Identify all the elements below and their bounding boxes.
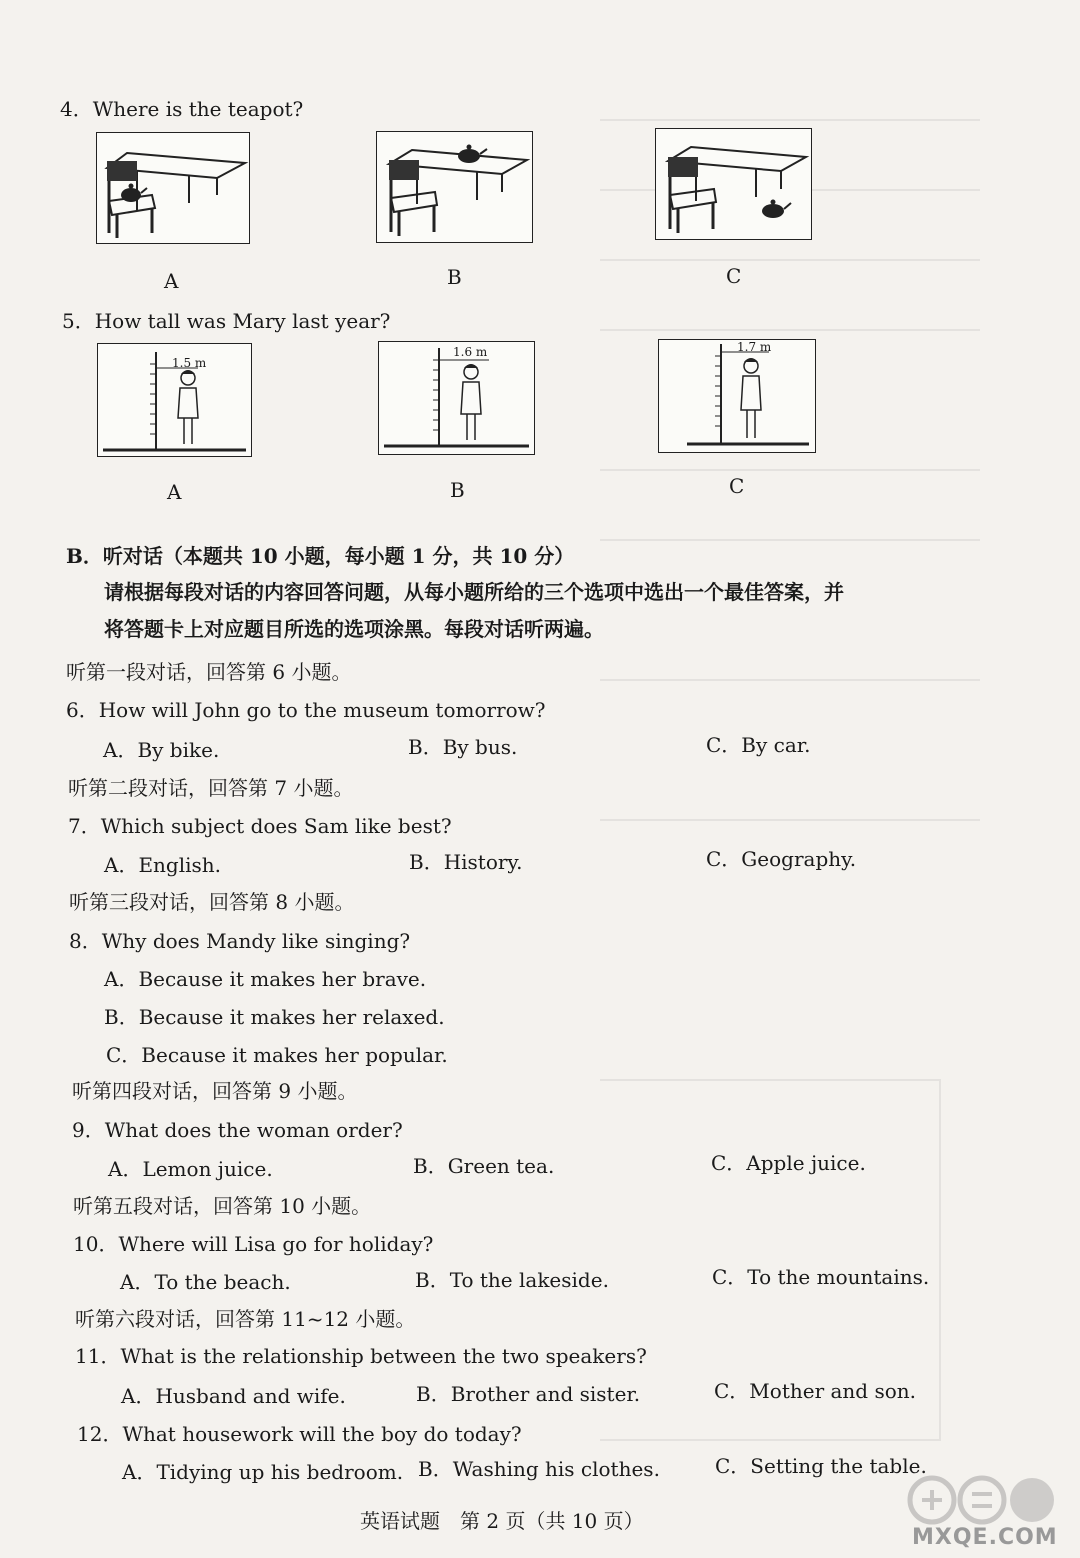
question-9: 9．What does the woman order? bbox=[72, 1118, 403, 1142]
q9-option-a: A．Lemon juice. bbox=[108, 1157, 273, 1181]
question-8: 8．Why does Mandy like singing? bbox=[69, 929, 411, 953]
question-5: 5．How tall was Mary last year? bbox=[62, 309, 391, 333]
q6-option-a: A．By bike. bbox=[103, 738, 220, 762]
dialogue-lead-1: 听第一段对话，回答第 6 小题。 bbox=[66, 660, 352, 684]
question-6: 6．How will John go to the museum tomorrow? bbox=[66, 698, 546, 722]
q4-label-a: A bbox=[164, 269, 179, 293]
dialogue-lead-5: 听第五段对话，回答第 10 小题。 bbox=[73, 1194, 372, 1218]
q7-option-a: A．English. bbox=[104, 853, 222, 877]
q8-option-c: C．Because it makes her popular. bbox=[106, 1043, 448, 1067]
q8-option-a: A．Because it makes her brave. bbox=[104, 967, 427, 991]
question-11: 11．What is the relationship between the two speakers? bbox=[75, 1344, 647, 1368]
section-b-title: B．听对话（本题共 10 小题，每小题 1 分，共 10 分） bbox=[66, 544, 575, 568]
height-label-a: 1.5 m bbox=[172, 356, 207, 370]
q10-option-c: C．To the mountains. bbox=[712, 1265, 930, 1289]
q8-option-b: B．Because it makes her relaxed. bbox=[104, 1005, 445, 1029]
q9-option-c: C．Apple juice. bbox=[711, 1151, 866, 1175]
q5-label-b: B bbox=[450, 478, 465, 502]
question-10: 10．Where will Lisa go for holiday? bbox=[73, 1232, 434, 1256]
question-4: 4．Where is the teapot? bbox=[60, 97, 304, 121]
dialogue-lead-3: 听第三段对话，回答第 8 小题。 bbox=[69, 890, 355, 914]
q12-option-c: C．Setting the table. bbox=[715, 1454, 927, 1478]
section-b-instruction-1: 请根据每段对话的内容回答问题，从每小题所给的三个选项中选出一个最佳答案，并 bbox=[104, 580, 844, 604]
dialogue-lead-4: 听第四段对话，回答第 9 小题。 bbox=[72, 1079, 358, 1103]
q9-option-b: B．Green tea. bbox=[413, 1154, 555, 1178]
q7-option-b: B．History. bbox=[409, 850, 523, 874]
q6-option-c: C．By car. bbox=[706, 733, 811, 757]
q11-option-b: B．Brother and sister. bbox=[416, 1382, 641, 1406]
question-7: 7．Which subject does Sam like best? bbox=[68, 814, 452, 838]
dialogue-lead-2: 听第二段对话，回答第 7 小题。 bbox=[68, 776, 354, 800]
q11-option-a: A．Husband and wife. bbox=[121, 1384, 346, 1408]
dialogue-lead-6: 听第六段对话，回答第 11~12 小题。 bbox=[75, 1307, 416, 1331]
teapot-picture-c bbox=[655, 128, 812, 240]
teapot-picture-b bbox=[376, 131, 533, 243]
height-label-b: 1.6 m bbox=[453, 345, 488, 359]
teapot-picture-a bbox=[96, 132, 250, 244]
watermark-text: MXQE.COM bbox=[912, 1525, 1058, 1550]
height-picture-c bbox=[658, 339, 816, 453]
page-footer: 英语试题 第 2 页（共 10 页） bbox=[360, 1509, 644, 1533]
question-12: 12．What housework will the boy do today? bbox=[77, 1422, 522, 1446]
q6-option-b: B．By bus. bbox=[408, 735, 518, 759]
q11-option-c: C．Mother and son. bbox=[714, 1379, 917, 1403]
q4-label-c: C bbox=[726, 264, 742, 288]
q4-label-b: B bbox=[447, 265, 462, 289]
section-b-instruction-2: 将答题卡上对应题目所选的选项涂黑。每段对话听两遍。 bbox=[104, 617, 604, 641]
height-label-c: 1.7 m bbox=[737, 340, 772, 354]
q10-option-a: A．To the beach. bbox=[120, 1270, 291, 1294]
q10-option-b: B．To the lakeside. bbox=[415, 1268, 609, 1292]
q12-option-b: B．Washing his clothes. bbox=[418, 1457, 660, 1481]
q5-label-a: A bbox=[167, 480, 182, 504]
q12-option-a: A．Tidying up his bedroom. bbox=[122, 1460, 404, 1484]
q5-label-c: C bbox=[729, 474, 745, 498]
q7-option-c: C．Geography. bbox=[706, 847, 857, 871]
